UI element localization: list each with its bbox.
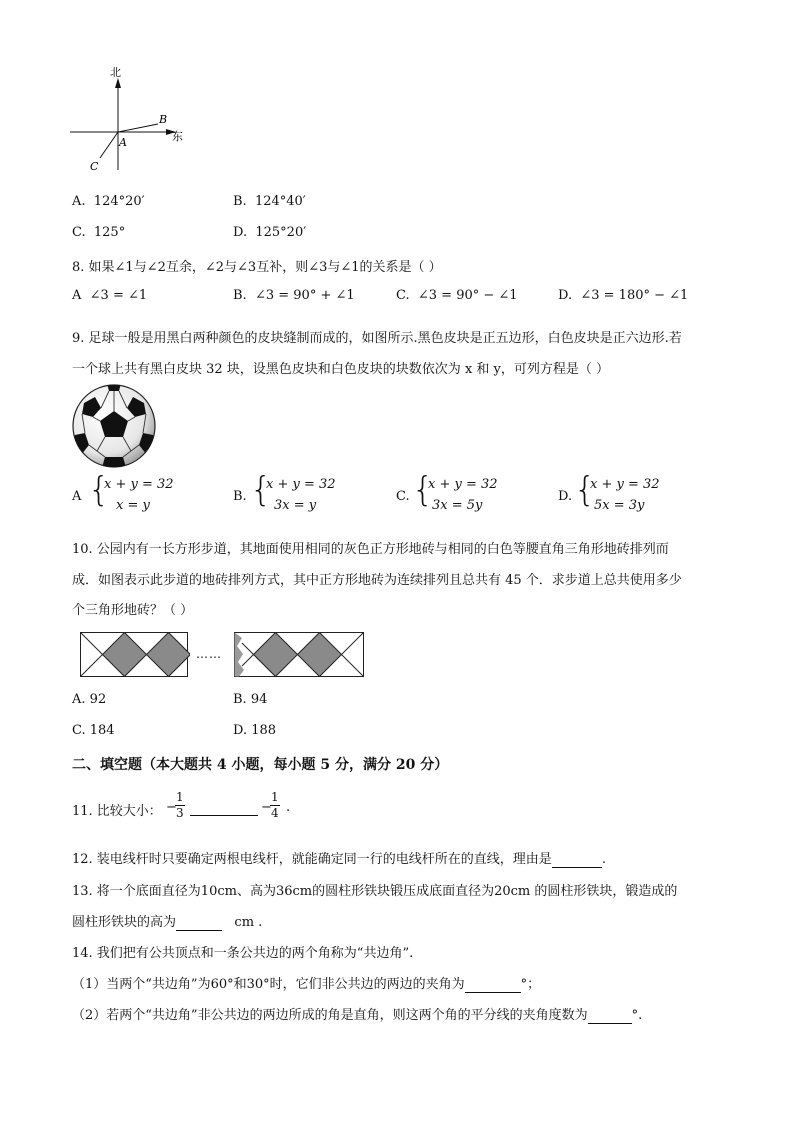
q9-option-a-system: x + y = 32 x = y [104,477,174,513]
q11-fraction-2: $\frac{1}{4}$ [271,790,279,820]
q11-period: . [286,800,291,815]
north-arrow-icon [115,78,121,88]
q9-option-b-brace: { [250,470,272,510]
q8-stem: 8. 如果∠1与∠2互余，∠2与∠3互补，则∠3与∠1的关系是（ ） [72,260,442,275]
q9-option-d-letter: D. [558,489,573,504]
q10-option-d: D. 188 [233,723,277,738]
q7-option-c: C. 125° [72,225,126,240]
q11-fraction-1: $\frac{1}{3}$ [176,790,184,820]
q14-part-1-answer-blank[interactable] [465,977,521,993]
q9-option-c-brace: { [412,470,434,510]
q14-stem: 14. 我们把有公共顶点和一条公共边的两个角称为“共边角”. [72,946,414,961]
q11-prefix: 11. 比较大小： [72,804,162,819]
q8-option-a: A ∠3 = ∠1 [72,288,148,303]
tile-strip-left [80,632,190,678]
q14-part-2-answer-blank[interactable] [588,1008,632,1024]
ray-ac [100,132,118,158]
q10-option-c: C. 184 [72,723,115,738]
point-a-label: A [119,136,127,149]
q8-option-d: D. ∠3 = 180° − ∠1 [558,288,689,303]
q9-option-a-letter: A [72,489,82,504]
tile-ellipsis: …… [196,647,222,661]
point-b-label: B [159,113,168,126]
q9-option-d-brace: { [574,470,596,510]
q12-stem: 12. 装电线杆时只要确定两根电线杆，就能确定同一行的电线杆所在的直线，理由是 . [72,852,606,867]
q9-stem-line2: 一个球上共有黑白皮块 32 块，设黑色皮块和白色皮块的块数依次为 x 和 y，可列方程是（ ） [72,362,610,377]
q12-answer-blank[interactable] [552,852,602,868]
q10-option-a: A. 92 [72,692,107,707]
q9-option-b-letter: B. [233,489,247,504]
q9-stem-line1: 9. 足球一般是用黑白两种颜色的皮块缝制而成的，如图所示.黑色皮块是正五边形，白色皮块是正六边形.若 [72,331,682,346]
tile-strip-right [234,632,366,678]
q9-option-c-letter: C. [396,489,410,504]
q11-neg-sign-1: − [166,800,177,815]
compass-diagram [60,60,200,180]
ray-ab [118,124,158,132]
q10-stem-line1: 10. 公园内有一长方形步道，其地面使用相同的灰色正方形地砖与相同的白色等腰直角三角形地砖排列而 [72,542,669,557]
q13-answer-blank[interactable] [176,915,222,931]
q10-stem-line3: 个三角形地砖？（ ） [72,603,194,618]
q7-option-d: D. 125°20′ [233,225,307,240]
q7-option-b: B. 124°40′ [233,194,306,209]
q9-option-c-system: x + y = 32 3x = 5y [428,477,498,513]
q9-option-a-brace: { [88,470,110,510]
q14-part-2: （2）若两个“共边角”非公共边的两边所成的角是直角，则这两个角的平分线的夹角度数为 °. [72,1008,643,1023]
section-2-title: 二、填空题（本大题共 4 小题，每小题 5 分，满分 20 分） [72,757,449,773]
north-label: 北 [110,66,121,79]
east-label: 东 [172,130,183,143]
q11-neg-sign-2: − [261,800,272,815]
q9-option-b-system: x + y = 32 3x = y [266,477,336,513]
q8-option-c: C. ∠3 = 90° − ∠1 [396,288,518,303]
q7-option-a: A. 124°20′ [72,194,145,209]
q14-part-1: （1）当两个“共边角”为60°和30°时，它们非公共边的两边的夹角为 °； [72,977,541,992]
q13-stem-line2: 圆柱形铁块的高为 cm . [72,915,263,930]
soccer-ball-image [71,383,157,469]
q11-answer-blank[interactable] [190,815,258,816]
q9-option-d-system: x + y = 32 5x = 3y [590,477,660,513]
q13-stem-line1: 13. 将一个底面直径为10cm、高为36cm的圆柱形铁块锻压成底面直径为20cm 的圆柱形铁块，锻造成的 [72,884,678,899]
q10-option-b: B. 94 [233,692,268,707]
point-c-label: C [90,160,99,173]
q10-stem-line2: 成．如图表示此步道的地砖排列方式，其中正方形地砖为连续排列且总共有 45 个．求步道上总共使用多少 [72,573,682,588]
q8-option-b: B. ∠3 = 90° + ∠1 [233,288,355,303]
